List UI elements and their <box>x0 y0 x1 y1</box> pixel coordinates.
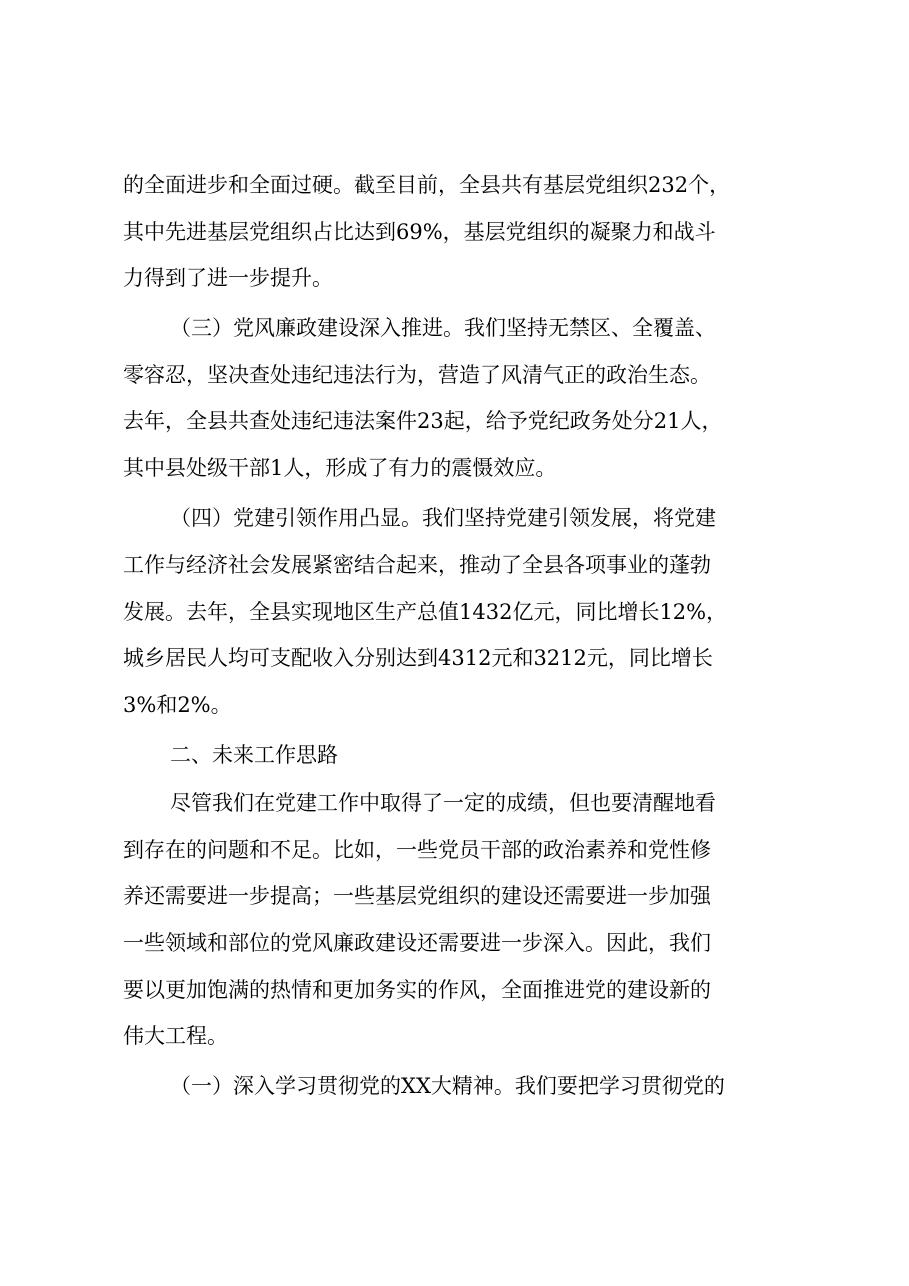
text-line: 一些领域和部位的党风廉政建设还需要进一步深入。因此，我们 <box>123 931 711 955</box>
text-line: 工作与经济社会发展紧密结合起来，推动了全县各项事业的蓬勃 <box>123 553 711 577</box>
text-line: 到存在的问题和不足。比如，一些党员干部的政治素养和党性修 <box>123 838 711 862</box>
text-line: 发展。去年，全县实现地区生产总值1432亿元，同比增长12%， <box>123 600 728 624</box>
text-line: 3%和2%。 <box>123 693 232 717</box>
text-line: 要以更加饱满的热情和更加务实的作风，全面推进党的建设新的 <box>123 978 711 1002</box>
text-line: 零容忍，坚决查处违纪违法行为，营造了风清气正的政治生态。 <box>123 363 711 387</box>
text-line: 城乡居民人均可支配收入分别达到4312元和3212元，同比增长 <box>123 646 713 670</box>
text-line: （三）党风廉政建设深入推进。我们坚持无禁区、全覆盖、 <box>170 316 716 340</box>
text-line: 其中县处级干部1人，形成了有力的震慑效应。 <box>123 456 557 480</box>
text-line: 养还需要进一步提高；一些基层党组织的建设还需要进一步加强 <box>123 884 711 908</box>
text-line: 伟大工程。 <box>123 1024 228 1048</box>
text-line: 去年，全县共查处违纪违法案件23起，给予党纪政务处分21人， <box>123 409 723 433</box>
text-line: 其中先进基层党组织占比达到69%，基层党组织的凝聚力和战斗 <box>123 220 716 244</box>
text-line: 的全面进步和全面过硬。截至目前，全县共有基层党组织232个， <box>123 173 731 197</box>
text-line: 力得到了进一步提升。 <box>123 266 333 290</box>
text-line: 尽管我们在党建工作中取得了一定的成绩，但也要清醒地看 <box>170 791 716 815</box>
text-line: （四）党建引领作用凸显。我们坚持党建引领发展，将党建 <box>170 506 716 530</box>
text-line: （一）深入学习贯彻党的XX大精神。我们要把学习贯彻党的 <box>170 1074 725 1098</box>
section-heading: 二、未来工作思路 <box>170 743 338 767</box>
